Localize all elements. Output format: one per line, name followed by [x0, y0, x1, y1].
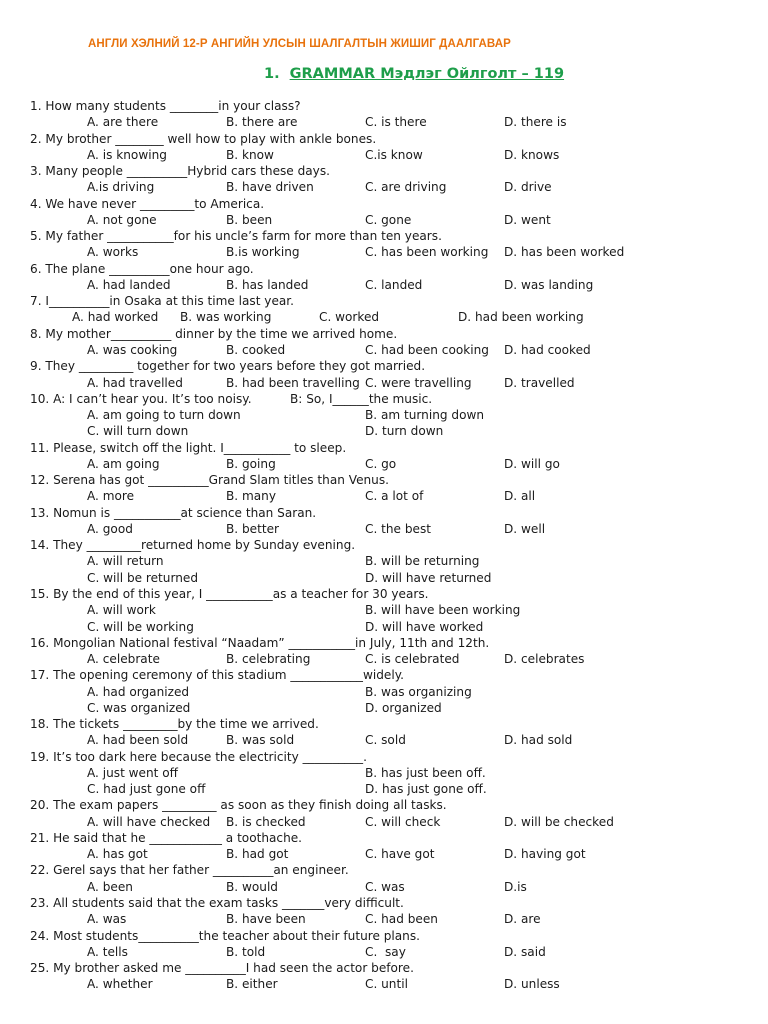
- answer-option[interactable]: C. landed: [365, 277, 423, 292]
- answer-option[interactable]: A. had worked: [72, 310, 159, 325]
- answer-option[interactable]: C. say: [365, 944, 406, 959]
- answer-option[interactable]: B. celebrating: [226, 652, 311, 667]
- answer-option[interactable]: B. will be returning: [365, 554, 480, 569]
- answer-option[interactable]: D. well: [504, 521, 546, 536]
- answer-option[interactable]: D. drive: [504, 180, 552, 195]
- question-text: 8. My mother__________ dinner by the time we arrived home.: [30, 326, 398, 341]
- answer-option[interactable]: B. would: [226, 879, 278, 894]
- question-list: [30, 98, 750, 993]
- answer-option[interactable]: B. will have been working: [365, 603, 521, 618]
- answer-options: [30, 521, 750, 537]
- answer-option[interactable]: C. will turn down: [87, 424, 189, 439]
- answer-option[interactable]: C. were travelling: [365, 375, 472, 390]
- answer-option[interactable]: C. will be working: [87, 619, 194, 634]
- answer-option[interactable]: B. is checked: [226, 814, 306, 829]
- answer-option[interactable]: A. had been sold: [87, 733, 189, 748]
- answer-option[interactable]: A. whether: [87, 977, 153, 992]
- answer-option[interactable]: C. will check: [365, 814, 441, 829]
- answer-option[interactable]: A.is driving: [87, 180, 155, 195]
- answer-options: [30, 976, 750, 992]
- question-text: 23. All students said that the exam tasks _______very difficult.: [30, 896, 404, 911]
- answer-option[interactable]: B. am turning down: [365, 408, 485, 423]
- section-title-text: GRAMMAR Мэдлэг Ойлголт – 119: [289, 66, 565, 82]
- answer-option[interactable]: C. sold: [365, 733, 406, 748]
- question-text: 4. We have never _________to America.: [30, 196, 265, 211]
- answer-options: [30, 423, 750, 439]
- answer-options: [30, 651, 750, 667]
- answer-option[interactable]: D. has been worked: [504, 245, 625, 260]
- answer-option[interactable]: D. will go: [504, 456, 560, 471]
- answer-options: [30, 179, 750, 195]
- question-text: 12. Serena has got __________Grand Slam titles than Venus.: [30, 473, 389, 488]
- answer-option[interactable]: A. had organized: [87, 684, 190, 699]
- answer-options: [30, 114, 750, 130]
- question-text: 1. How many students ________in your class?: [30, 99, 301, 113]
- answer-option[interactable]: A. good: [87, 521, 133, 536]
- question-text: 13. Nomun is ___________at science than Saran.: [30, 505, 317, 520]
- answer-option[interactable]: B. was working: [180, 310, 272, 325]
- question-text: 5. My father ___________for his uncle’s farm for more than ten years.: [30, 229, 442, 244]
- question-text: 2. My brother ________ well how to play with ankle bones.: [30, 131, 377, 146]
- answer-option[interactable]: B. know: [226, 147, 274, 162]
- answer-option[interactable]: B. there are: [226, 115, 298, 130]
- answer-option[interactable]: A. was: [87, 912, 127, 927]
- answer-option[interactable]: A. was cooking: [87, 342, 178, 357]
- answer-option[interactable]: A. am going: [87, 456, 160, 471]
- question-text: 14. They _________returned home by Sunday evening.: [30, 538, 356, 553]
- answer-option[interactable]: A. just went off: [87, 765, 178, 780]
- answer-options: [30, 814, 750, 830]
- answer-option[interactable]: C. will be returned: [87, 570, 199, 585]
- answer-option[interactable]: A. am going to turn down: [87, 408, 241, 423]
- answer-option[interactable]: D. all: [504, 489, 536, 504]
- question-text: 9. They _________ together for two years before they got married.: [30, 359, 426, 374]
- answer-option[interactable]: B. cooked: [226, 342, 286, 357]
- answer-option[interactable]: B. been: [226, 212, 273, 227]
- answer-option[interactable]: C. are driving: [365, 180, 447, 195]
- question-text: 24. Most students__________the teacher about their future plans.: [30, 928, 420, 943]
- answer-option[interactable]: B. had got: [226, 847, 289, 862]
- answer-option[interactable]: D.is: [504, 879, 527, 894]
- answer-options: [30, 781, 750, 797]
- answer-option[interactable]: A. will have checked: [87, 814, 211, 829]
- answer-option[interactable]: B. told: [226, 944, 266, 959]
- answer-options: [30, 684, 750, 700]
- answer-option[interactable]: C. a lot of: [365, 489, 424, 504]
- answer-option[interactable]: C. gone: [365, 212, 412, 227]
- question-text: 25. My brother asked me __________I had seen the actor before.: [30, 961, 414, 976]
- answer-option[interactable]: C. until: [365, 977, 408, 992]
- answer-options: [30, 342, 750, 358]
- question-text: 7. I__________in Osaka at this time last year.: [30, 294, 295, 309]
- answer-option[interactable]: C. the best: [365, 521, 431, 536]
- answer-option[interactable]: D. are: [504, 912, 541, 927]
- answer-option[interactable]: D. has just gone off.: [365, 782, 487, 797]
- answer-option[interactable]: C. worked: [319, 310, 380, 325]
- document-header: АНГЛИ ХЭЛНИЙ 12-Р АНГИЙН УЛСЫН ШАЛГАЛТЫН ЖИШИГ ДААЛГАВАР: [88, 38, 511, 50]
- answer-options: [30, 846, 750, 862]
- answer-option[interactable]: A. works: [87, 245, 139, 260]
- answer-option[interactable]: A. has got: [87, 847, 148, 862]
- answer-option[interactable]: A. will work: [87, 603, 156, 618]
- answer-option[interactable]: D. will have worked: [365, 619, 484, 634]
- answer-option[interactable]: D. there is: [504, 115, 567, 130]
- answer-options: [30, 732, 750, 748]
- answer-option[interactable]: B. many: [226, 489, 276, 504]
- answer-option[interactable]: D. went: [504, 212, 551, 227]
- question-text: 21. He said that he ____________ a toothache.: [30, 830, 303, 845]
- question-text: 17. The opening ceremony of this stadium ____________widely.: [30, 668, 404, 683]
- answer-option[interactable]: A. been: [87, 879, 133, 894]
- answer-option[interactable]: C. go: [365, 456, 397, 471]
- answer-option[interactable]: D. had sold: [504, 733, 573, 748]
- answer-option[interactable]: C. was: [365, 879, 405, 894]
- answer-option[interactable]: D. turn down: [365, 424, 444, 439]
- answer-options: [30, 309, 750, 325]
- answer-option[interactable]: B. has landed: [226, 277, 309, 292]
- answer-option[interactable]: D. celebrates: [504, 652, 585, 667]
- answer-options: [30, 619, 750, 635]
- answer-option[interactable]: C. have got: [365, 847, 435, 862]
- answer-options: [30, 602, 750, 618]
- answer-option[interactable]: C. is celebrated: [365, 652, 460, 667]
- answer-options: [30, 488, 750, 504]
- answer-option[interactable]: B. going: [226, 456, 276, 471]
- answer-option[interactable]: B.is working: [226, 245, 300, 260]
- question-text: 18. The tickets _________by the time we arrived.: [30, 717, 319, 732]
- answer-options: [30, 147, 750, 163]
- answer-option[interactable]: D. organized: [365, 700, 442, 715]
- section-number: 1.: [264, 66, 280, 82]
- answer-option[interactable]: A. had travelled: [87, 375, 183, 390]
- answer-option[interactable]: C. had been: [365, 912, 438, 927]
- answer-option[interactable]: A. tells: [87, 944, 128, 959]
- answer-option[interactable]: C. has been working: [365, 245, 489, 260]
- section-title: [264, 66, 564, 82]
- answer-options: [30, 911, 750, 927]
- answer-option[interactable]: D. knows: [504, 147, 560, 162]
- answer-option[interactable]: D. was landing: [504, 277, 594, 292]
- answer-options: [30, 553, 750, 569]
- answer-option[interactable]: B. either: [226, 977, 278, 992]
- answer-option[interactable]: B. has just been off.: [365, 765, 486, 780]
- answer-option[interactable]: C.is know: [365, 147, 423, 162]
- answer-option[interactable]: D. had cooked: [504, 342, 591, 357]
- answer-options: [30, 277, 750, 293]
- answer-option[interactable]: D. will be checked: [504, 814, 614, 829]
- answer-option[interactable]: B. was sold: [226, 733, 295, 748]
- answer-option[interactable]: B. had been travelling: [226, 375, 360, 390]
- answer-option[interactable]: B. have driven: [226, 180, 314, 195]
- answer-option[interactable]: D. had been working: [458, 310, 584, 325]
- question-text: 19. It’s too dark here because the electricity __________.: [30, 749, 367, 764]
- question-text: 3. Many people __________Hybrid cars these days.: [30, 164, 330, 179]
- answer-options: [30, 700, 750, 716]
- answer-options: [30, 944, 750, 960]
- question-text: 20. The exam papers _________ as soon as they finish doing all tasks.: [30, 798, 447, 813]
- answer-option[interactable]: A. will return: [87, 554, 164, 569]
- answer-options: [30, 456, 750, 472]
- question-text: 6. The plane __________one hour ago.: [30, 261, 254, 276]
- answer-option[interactable]: A. had landed: [87, 277, 171, 292]
- answer-option[interactable]: A. are there: [87, 115, 159, 130]
- answer-options: [30, 212, 750, 228]
- question-text: 15. By the end of this year, I ___________as a teacher for 30 years.: [30, 586, 429, 601]
- answer-option[interactable]: D. unless: [504, 977, 560, 992]
- question-text: 16. Mongolian National festival “Naadam” ___________in July, 11th and 12th.: [30, 635, 490, 650]
- answer-option[interactable]: C. is there: [365, 115, 427, 130]
- answer-options: [30, 879, 750, 895]
- answer-options: [30, 407, 750, 423]
- answer-option[interactable]: A. is knowing: [87, 147, 167, 162]
- answer-option[interactable]: C. had been cooking: [365, 342, 489, 357]
- question-text: 22. Gerel says that her father __________an engineer.: [30, 863, 349, 878]
- answer-options: [30, 765, 750, 781]
- answer-option[interactable]: D. will have returned: [365, 570, 492, 585]
- answer-option[interactable]: D. said: [504, 944, 546, 959]
- answer-options: [30, 375, 750, 391]
- question-text: 10. A: I can’t hear you. It’s too noisy. B: So, I______the music.: [30, 391, 433, 406]
- answer-option[interactable]: B. have been: [226, 912, 306, 927]
- answer-option[interactable]: B. better: [226, 521, 279, 536]
- answer-options: [30, 244, 750, 260]
- answer-option[interactable]: C. had just gone off: [87, 782, 206, 797]
- answer-option[interactable]: B. was organizing: [365, 684, 472, 699]
- question-text: 11. Please, switch off the light. I___________ to sleep.: [30, 440, 347, 455]
- answer-option[interactable]: A. celebrate: [87, 652, 160, 667]
- answer-option[interactable]: A. not gone: [87, 212, 157, 227]
- answer-option[interactable]: D. having got: [504, 847, 586, 862]
- answer-option[interactable]: A. more: [87, 489, 135, 504]
- answer-option[interactable]: C. was organized: [87, 700, 191, 715]
- answer-options: [30, 570, 750, 586]
- answer-option[interactable]: D. travelled: [504, 375, 575, 390]
